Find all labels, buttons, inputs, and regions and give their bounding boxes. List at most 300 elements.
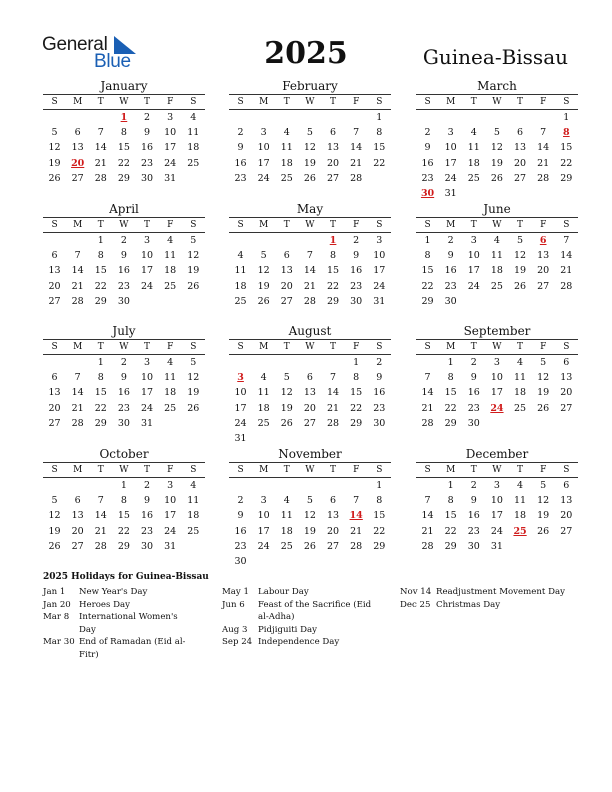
calendar-day: 15 (350, 387, 363, 399)
empty-day (298, 355, 321, 370)
calendar-day: 22 (373, 157, 386, 169)
month-grid (43, 94, 205, 186)
weekday-label: T (275, 340, 298, 355)
calendar-day: 7 (353, 495, 360, 507)
calendar-day: 1 (97, 357, 104, 368)
calendar-day: 13 (514, 142, 527, 154)
weekday-label: F (159, 95, 182, 110)
holiday-column (400, 586, 575, 611)
month-title: June (483, 202, 511, 216)
calendar-day: 27 (327, 172, 340, 184)
calendar-day: 4 (167, 235, 174, 246)
weekday-label: W (485, 218, 508, 233)
calendar-day: 26 (303, 540, 316, 552)
calendar-day: 26 (187, 402, 200, 414)
empty-day (275, 110, 298, 125)
calendar-day: 15 (94, 265, 107, 277)
weekday-label: W (485, 463, 508, 478)
holiday-day: 14 (349, 510, 363, 522)
weekday-label: F (532, 218, 555, 233)
calendar-day: 19 (48, 157, 61, 169)
holiday-date: Nov 14 (400, 587, 432, 597)
month-title: August (288, 324, 332, 338)
weekday-label: F (532, 340, 555, 355)
calendar-day: 8 (376, 495, 383, 507)
calendar-day: 23 (141, 157, 154, 169)
calendar-day: 27 (280, 295, 293, 307)
month-grid (43, 217, 205, 309)
calendar-day: 10 (141, 372, 154, 384)
weekday-label: T (462, 340, 485, 355)
calendar-day: 28 (421, 540, 434, 552)
calendar-day: 13 (303, 387, 316, 399)
weekday-label: S (416, 463, 439, 478)
calendar-day: 5 (51, 127, 58, 139)
calendar-day: 22 (94, 280, 107, 292)
calendar-day: 22 (94, 402, 107, 414)
empty-day (532, 110, 555, 125)
calendar-day: 24 (164, 525, 177, 537)
calendar-day: 29 (117, 172, 130, 184)
calendar-day: 24 (444, 172, 457, 184)
calendar-day: 23 (350, 280, 363, 292)
calendar-day: 31 (373, 295, 386, 307)
calendar-day: 3 (447, 127, 454, 139)
calendar-day: 5 (190, 235, 197, 246)
calendar-day: 8 (447, 495, 454, 507)
month-title: October (99, 447, 149, 461)
calendar-day: 8 (120, 495, 127, 507)
calendar-day: 9 (470, 372, 477, 384)
calendar-day: 15 (94, 387, 107, 399)
calendar-day: 6 (74, 127, 81, 139)
calendar-day: 7 (563, 235, 570, 246)
calendar-day: 25 (280, 540, 293, 552)
weekday-label: S (229, 340, 252, 355)
calendar-day: 6 (283, 250, 290, 262)
month-december (416, 447, 578, 554)
calendar-day: 6 (563, 480, 570, 491)
calendar-day: 30 (234, 555, 247, 567)
calendar-day: 15 (444, 510, 457, 522)
calendar-day: 19 (490, 157, 503, 169)
month-september (416, 324, 578, 431)
weekday-label: W (112, 95, 135, 110)
calendar-day: 27 (537, 280, 550, 292)
holiday-list-title: 2025 Holidays for Guinea-Bissau (43, 572, 209, 582)
empty-day (66, 233, 89, 248)
calendar-day: 24 (257, 172, 270, 184)
calendar-day: 23 (467, 525, 480, 537)
holiday-name: Heroes Day (79, 599, 130, 610)
calendar-day: 26 (303, 172, 316, 184)
holiday-date: May 1 (222, 587, 249, 597)
calendar-day: 7 (353, 127, 360, 139)
weekday-label: T (509, 340, 532, 355)
calendar-day: 21 (327, 402, 340, 414)
weekday-label: T (322, 218, 345, 233)
calendar-day: 16 (234, 525, 247, 537)
weekday-label: T (136, 218, 159, 233)
calendar-day: 18 (187, 142, 200, 154)
calendar-day: 19 (537, 387, 550, 399)
calendar-day: 2 (144, 480, 151, 491)
calendar-day: 18 (280, 157, 293, 169)
calendar-day: 10 (373, 250, 386, 262)
calendar-day: 16 (117, 265, 130, 277)
weekday-label: S (368, 218, 391, 233)
weekday-label: T (136, 340, 159, 355)
calendar-day: 23 (117, 280, 130, 292)
weekday-label: S (368, 95, 391, 110)
calendar-day: 26 (257, 295, 270, 307)
weekday-label: W (112, 218, 135, 233)
calendar-day: 28 (327, 417, 340, 429)
calendar-day: 9 (424, 142, 431, 154)
calendar-day: 27 (48, 417, 61, 429)
weekday-label: F (345, 218, 368, 233)
calendar-day: 8 (330, 250, 337, 262)
weekday-label: T (509, 95, 532, 110)
calendar-day: 13 (560, 495, 573, 507)
calendar-day: 20 (280, 280, 293, 292)
calendar-day: 26 (187, 280, 200, 292)
weekday-label: S (43, 463, 66, 478)
calendar-day: 12 (490, 142, 503, 154)
weekday-label: T (275, 218, 298, 233)
weekday-label: T (462, 463, 485, 478)
holiday-day: 25 (513, 525, 527, 537)
calendar-day: 24 (467, 280, 480, 292)
calendar-day: 8 (120, 127, 127, 139)
calendar-day: 17 (490, 510, 503, 522)
holiday-name: Feast of the Sacrifice (Eid al-Adha) (258, 599, 372, 622)
calendar-day: 1 (353, 357, 360, 368)
calendar-day: 21 (537, 157, 550, 169)
weekday-label: T (322, 463, 345, 478)
empty-day (345, 110, 368, 125)
calendar-day: 12 (280, 387, 293, 399)
calendar-day: 17 (444, 157, 457, 169)
month-october (43, 447, 205, 554)
calendar-day: 24 (141, 402, 154, 414)
empty-day (416, 110, 439, 125)
calendar-day: 25 (490, 280, 503, 292)
month-title: March (477, 79, 517, 93)
calendar-day: 2 (353, 235, 360, 246)
holiday-entry (43, 636, 193, 661)
weekday-label: S (182, 95, 205, 110)
weekday-label: S (368, 463, 391, 478)
empty-day (298, 478, 321, 493)
calendar-day: 13 (327, 142, 340, 154)
calendar-day: 16 (141, 142, 154, 154)
weekday-label: T (275, 463, 298, 478)
empty-day (322, 355, 345, 370)
month-june (416, 202, 578, 309)
calendar-day: 30 (117, 295, 130, 307)
weekday-label: W (112, 340, 135, 355)
calendar-day: 12 (537, 372, 550, 384)
empty-day (298, 233, 321, 248)
empty-day (485, 110, 508, 125)
holiday-date: Jun 6 (222, 599, 245, 610)
calendar-day: 14 (94, 142, 107, 154)
calendar-day: 28 (71, 295, 84, 307)
calendar-day: 16 (421, 157, 434, 169)
calendar-day: 25 (514, 402, 527, 414)
weekday-label: M (252, 95, 275, 110)
calendar-day: 5 (306, 127, 313, 139)
calendar-day: 31 (164, 540, 177, 552)
calendar-day: 21 (421, 525, 434, 537)
month-may (229, 202, 391, 309)
calendar-day: 5 (517, 235, 524, 246)
empty-day (229, 233, 252, 248)
empty-day (416, 355, 439, 370)
calendar-day: 14 (71, 387, 84, 399)
empty-day (66, 478, 89, 493)
weekday-label: M (439, 340, 462, 355)
calendar-day: 29 (444, 540, 457, 552)
calendar-day: 6 (517, 127, 524, 139)
calendar-day: 17 (164, 142, 177, 154)
calendar-day: 22 (373, 525, 386, 537)
calendar-day: 19 (48, 525, 61, 537)
calendar-day: 22 (444, 402, 457, 414)
weekday-label: M (439, 95, 462, 110)
weekday-label: T (462, 218, 485, 233)
calendar-day: 14 (560, 250, 573, 262)
empty-day (462, 110, 485, 125)
weekday-label: W (485, 95, 508, 110)
calendar-day: 22 (117, 157, 130, 169)
calendar-day: 14 (303, 265, 316, 277)
holiday-entry (400, 586, 575, 599)
calendar-day: 23 (234, 172, 247, 184)
calendar-day: 15 (117, 510, 130, 522)
calendar-day: 26 (490, 172, 503, 184)
calendar-day: 1 (97, 235, 104, 246)
calendar-day: 5 (306, 495, 313, 507)
empty-day (252, 355, 275, 370)
calendar-day: 29 (421, 295, 434, 307)
calendar-day: 23 (467, 402, 480, 414)
calendar-day: 27 (71, 540, 84, 552)
calendar-day: 17 (164, 510, 177, 522)
calendar-day: 25 (467, 172, 480, 184)
calendar-day: 5 (540, 357, 547, 368)
calendar-day: 13 (48, 387, 61, 399)
calendar-day: 20 (514, 157, 527, 169)
calendar-day: 29 (327, 295, 340, 307)
calendar-day: 10 (490, 495, 503, 507)
calendar-day: 28 (560, 280, 573, 292)
calendar-day: 14 (537, 142, 550, 154)
calendar-day: 29 (94, 417, 107, 429)
holiday-name: Labour Day (258, 587, 309, 597)
calendar-day: 3 (493, 357, 500, 368)
holiday-day: 20 (71, 157, 85, 169)
calendar-day: 23 (141, 525, 154, 537)
calendar-day: 17 (141, 265, 154, 277)
weekday-label: S (43, 340, 66, 355)
calendar-day: 29 (94, 295, 107, 307)
empty-day (322, 478, 345, 493)
holiday-entry (43, 599, 193, 612)
calendar-day: 14 (327, 387, 340, 399)
calendar-day: 11 (187, 127, 200, 139)
weekday-label: T (462, 95, 485, 110)
calendar-day: 24 (164, 157, 177, 169)
calendar-day: 26 (514, 280, 527, 292)
calendar-day: 26 (537, 525, 550, 537)
calendar-day: 20 (327, 525, 340, 537)
calendar-day: 20 (48, 402, 61, 414)
calendar-day: 5 (260, 250, 267, 262)
empty-day (89, 478, 112, 493)
calendar-day: 13 (560, 372, 573, 384)
calendar-day: 5 (51, 495, 58, 507)
holiday-name: Readjustment Movement Day (436, 587, 565, 597)
calendar-day: 15 (421, 265, 434, 277)
calendar-day: 25 (164, 402, 177, 414)
calendar-day: 5 (190, 357, 197, 368)
calendar-day: 4 (283, 495, 290, 507)
calendar-day: 10 (444, 142, 457, 154)
weekday-label: S (229, 95, 252, 110)
calendar-day: 19 (187, 387, 200, 399)
holiday-entry (222, 636, 372, 649)
holiday-date: Dec 25 (400, 599, 431, 610)
calendar-day: 29 (117, 540, 130, 552)
calendar-day: 21 (303, 280, 316, 292)
calendar-day: 4 (517, 480, 524, 491)
calendar-day: 3 (470, 235, 477, 246)
calendar-day: 26 (537, 402, 550, 414)
calendar-day: 7 (424, 372, 431, 384)
calendar-day: 8 (376, 127, 383, 139)
calendar-day: 22 (117, 525, 130, 537)
calendar-day: 6 (306, 372, 313, 384)
month-grid (416, 94, 578, 201)
calendar-day: 31 (141, 417, 154, 429)
calendar-day: 19 (537, 510, 550, 522)
empty-day (252, 478, 275, 493)
calendar-day: 12 (187, 372, 200, 384)
calendar-day: 2 (447, 235, 454, 246)
calendar-day: 15 (444, 387, 457, 399)
calendar-day: 6 (51, 372, 58, 384)
calendar-day: 20 (71, 525, 84, 537)
calendar-day: 25 (280, 172, 293, 184)
calendar-day: 8 (353, 372, 360, 384)
empty-day (345, 478, 368, 493)
calendar-day: 9 (144, 495, 151, 507)
month-grid (229, 462, 391, 569)
holiday-name: International Women's Day (79, 612, 178, 635)
month-november (229, 447, 391, 569)
calendar-day: 19 (257, 280, 270, 292)
weekday-label: F (532, 95, 555, 110)
calendar-day: 26 (280, 417, 293, 429)
weekday-label: T (322, 340, 345, 355)
calendar-day: 22 (421, 280, 434, 292)
calendar-day: 10 (257, 510, 270, 522)
calendar-day: 5 (283, 372, 290, 384)
calendar-day: 6 (74, 495, 81, 507)
empty-day (229, 478, 252, 493)
weekday-label: S (229, 463, 252, 478)
empty-day (229, 110, 252, 125)
country-title: Guinea-Bissau (422, 45, 568, 69)
calendar-day: 3 (260, 127, 267, 139)
weekday-label: F (345, 340, 368, 355)
weekday-label: F (159, 218, 182, 233)
calendar-day: 18 (514, 387, 527, 399)
calendar-day: 30 (117, 417, 130, 429)
month-grid (43, 462, 205, 554)
calendar-day: 27 (560, 402, 573, 414)
holiday-name: Independence Day (258, 637, 340, 647)
weekday-label: T (89, 340, 112, 355)
calendar-day: 17 (257, 525, 270, 537)
holiday-date: Mar 30 (43, 637, 75, 647)
calendar-day: 31 (444, 187, 457, 199)
calendar-day: 7 (424, 495, 431, 507)
calendar-day: 19 (514, 265, 527, 277)
weekday-label: S (368, 340, 391, 355)
weekday-label: F (159, 463, 182, 478)
month-title: May (296, 202, 324, 216)
calendar-day: 5 (540, 480, 547, 491)
calendar-day: 22 (444, 525, 457, 537)
holiday-name: Christmas Day (436, 599, 501, 610)
calendar-day: 21 (71, 280, 84, 292)
calendar-day: 20 (537, 265, 550, 277)
calendar-day: 10 (234, 387, 247, 399)
empty-day (43, 233, 66, 248)
month-january (43, 79, 205, 186)
calendar-day: 27 (327, 540, 340, 552)
weekday-label: W (298, 463, 321, 478)
calendar-day: 25 (187, 157, 200, 169)
calendar-day: 15 (560, 142, 573, 154)
calendar-day: 27 (560, 525, 573, 537)
weekday-label: S (43, 95, 66, 110)
calendar-day: 7 (306, 250, 313, 262)
calendar-day: 24 (490, 525, 503, 537)
calendar-day: 4 (190, 480, 197, 491)
calendar-day: 4 (190, 112, 197, 123)
weekday-label: T (89, 95, 112, 110)
calendar-day: 23 (421, 172, 434, 184)
calendar-day: 2 (237, 495, 244, 507)
calendar-day: 25 (234, 295, 247, 307)
weekday-label: T (509, 463, 532, 478)
calendar-day: 1 (120, 480, 127, 491)
calendar-day: 8 (447, 372, 454, 384)
calendar-day: 23 (444, 280, 457, 292)
calendar-day: 11 (187, 495, 200, 507)
empty-day (416, 478, 439, 493)
weekday-label: S (182, 218, 205, 233)
calendar-day: 15 (373, 510, 386, 522)
calendar-day: 4 (493, 235, 500, 246)
weekday-label: T (322, 95, 345, 110)
holiday-entry (222, 586, 372, 599)
month-grid (229, 339, 391, 446)
